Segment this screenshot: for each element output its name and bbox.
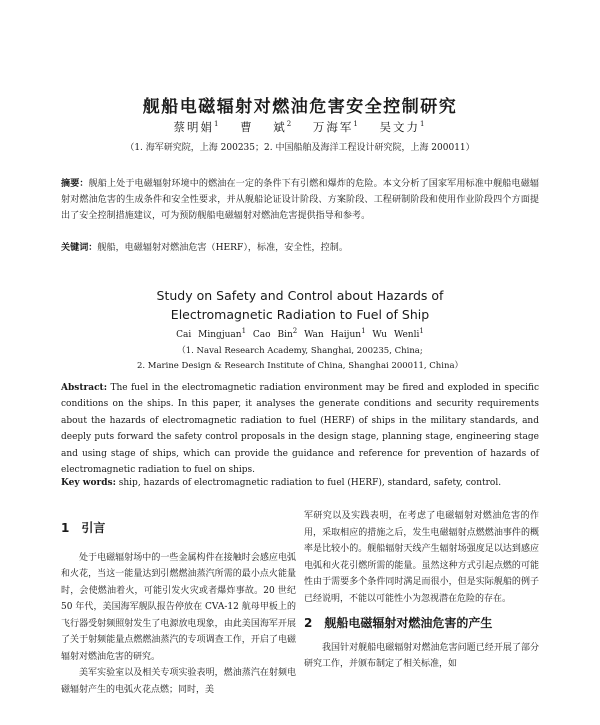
english-abstract <box>61 380 539 478</box>
chinese-keywords <box>61 240 539 253</box>
author-en-3: Wan Haijun$^1$ <box>304 327 366 340</box>
author-cn-3: 万海军$^1$ <box>312 120 360 134</box>
body-column-left <box>61 508 296 698</box>
author-cn-1: 蔡明娟$^1$ <box>173 120 221 134</box>
section-2-heading <box>304 615 539 632</box>
chinese-keywords-text: 舰船，电磁辐射对燃油危害（HERF），标准，安全性，控制。 <box>97 243 348 253</box>
chinese-author-list <box>0 119 600 135</box>
english-abstract-label: Abstract: <box>61 383 108 393</box>
english-affiliation <box>0 344 600 374</box>
chinese-affiliation: （1. 海军研究院，上海 200235；2. 中国船舶及海洋工程设计研究院，上海 200011） <box>125 143 475 153</box>
english-title <box>0 286 600 324</box>
author-en-1: Cai Mingjuan$^1$ <box>176 327 247 340</box>
section-1-paragraph-1: 处于电磁辐射场中的一些金属构件在接触时会感应电弧和火花，当这一能量达到引燃燃油蒸汽所需的最小点火能量时，会使燃油着火，可能引发火灾或者爆炸事故。20 世纪 50 年代，美国海军舰队报告停放在 CVA-12 航母甲板上的飞行器受射频照射发生了电源放电现象，由此美国海军开展了关于射频能量点燃燃油蒸汽的专项调查工作，开启了电磁辐射对燃油危害的研究。 <box>61 552 296 662</box>
section-1-paragraph-2-continued: 军研究以及实践表明，在考虑了电磁辐射对燃油危害的作用，采取相应的措施之后，发生电磁辐射点燃燃油事件的概率是比较小的。舰船辐射天线产生辐射场强度足以达到感应电弧和火花引燃所需的能量。虽然这种方式引起点燃的可能性由于需要多个条件同时满足而很小，但是实际舰船的例子已经说明，不能以可能性小为忽视潜在危险的存在。 <box>304 511 539 604</box>
author-cn-2: 曹 斌$^2$ <box>240 120 294 134</box>
english-keywords <box>61 478 539 488</box>
english-affiliation-2: 2. Marine Design & Research Institute of China, Shanghai 200011, China） <box>136 361 464 371</box>
section-2-title: 舰船电磁辐射对燃油危害的产生 <box>324 616 493 630</box>
section-2-number: 2 <box>304 616 313 630</box>
author-en-2: Cao Bin$^2$ <box>252 327 298 340</box>
english-abstract-text: The fuel in the electromagnetic radiation environment may be fired and exploded in specific conditions on the ships. In this paper, it analyses the generate conditions and security requirements about the hazards of electromagnetic radiation to fuel (HERF) of ships in the military standards, and deeply puts forward the safety control proposals in the design stage, planning stage, engineering stage and using stage of ships, which can provide the guidance and reference for prevention of hazards of electromagnetic radiation to fuel on ships. <box>61 383 539 476</box>
author-en-4: Wu Wenli$^1$ <box>372 327 424 340</box>
english-title-line-1: Study on Safety and Control about Hazards of <box>156 288 444 303</box>
section-2-paragraph-1: 我国针对舰船电磁辐射对燃油危害问题已经开展了部分研究工作，并颁布制定了相关标准，如 <box>304 642 539 669</box>
chinese-abstract-text: 舰船上处于电磁辐射环境中的燃油在一定的条件下有引燃和爆炸的危险。本文分析了国家军用标准中舰船电磁辐射对燃油危害的生成条件和安全性要求，并从舰船论证设计阶段、方案阶段、工程研制阶段和使用作业阶段四个方面提出了安全控制措施建议，可为预防舰船电磁辐射对燃油危害提供指导和参考。 <box>61 179 539 222</box>
english-author-list <box>0 327 600 340</box>
chinese-abstract <box>61 176 539 225</box>
chinese-abstract-label: 摘要： <box>61 178 89 189</box>
section-1-paragraph-2: 美军实验室以及相关专项实验表明，燃油蒸汽在射频电磁辐射产生的电弧火花点燃；同时，美 <box>61 668 296 695</box>
author-cn-4: 吴文力$^1$ <box>379 120 427 134</box>
chinese-title: 舰船电磁辐射对燃油危害安全控制研究 <box>142 97 458 117</box>
english-keywords-label: Key words: <box>61 478 116 488</box>
chinese-keywords-label: 关键词： <box>61 242 98 253</box>
english-affiliation-1: （1. Naval Research Academy, Shanghai, 200235, China; <box>177 346 423 356</box>
section-1-title: 引言 <box>81 521 106 535</box>
section-1-heading <box>61 520 296 537</box>
section-1-number: 1 <box>61 521 70 535</box>
english-keywords-text: ship, hazards of electromagnetic radiation to fuel (HERF), standard, safety, control. <box>118 478 502 488</box>
body-column-right <box>304 508 539 673</box>
english-title-line-2: Electromagnetic Radiation to Fuel of Ship <box>170 307 430 322</box>
